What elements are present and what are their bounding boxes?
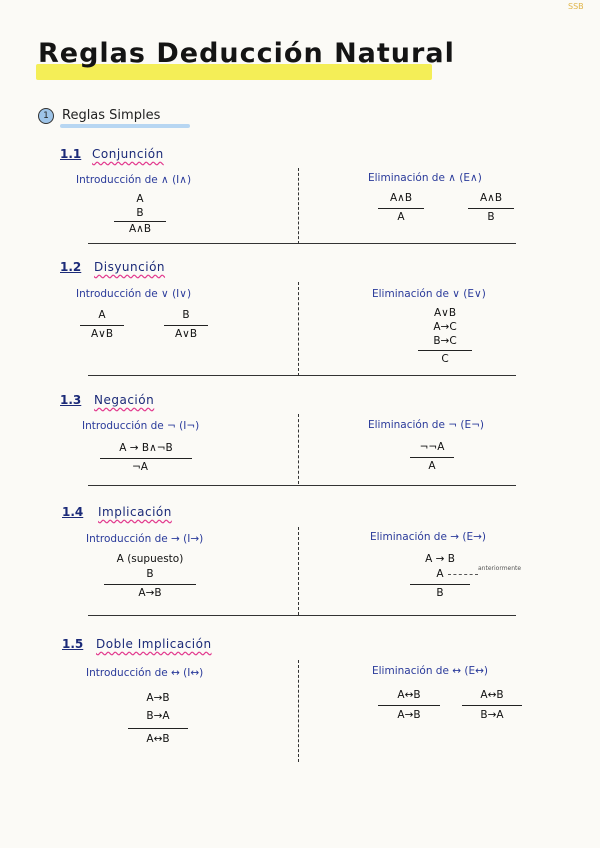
column-divider bbox=[298, 168, 299, 244]
premise: A↔B bbox=[480, 689, 504, 701]
premise: A bbox=[436, 568, 444, 580]
rule-separator bbox=[88, 243, 516, 244]
premise: A bbox=[98, 309, 106, 321]
section-underline bbox=[60, 124, 190, 128]
corner-mark: SSB bbox=[568, 2, 584, 11]
conclusion: B→A bbox=[480, 709, 504, 721]
rule-title: Disyunción bbox=[94, 260, 166, 274]
premise: A bbox=[136, 193, 144, 205]
intro-label: Introducción de ↔ (I↔) bbox=[86, 667, 204, 679]
premise: A∧B bbox=[479, 192, 503, 204]
rule-number: 1.1 bbox=[60, 147, 82, 161]
rule-title: Doble Implicación bbox=[96, 637, 212, 651]
premise: A∧B bbox=[389, 192, 413, 204]
conclusion: A∨B bbox=[90, 328, 114, 340]
premise: A→B bbox=[146, 692, 170, 704]
intro-label: Introducción de ¬ (I¬) bbox=[82, 420, 200, 432]
conclusion: A↔B bbox=[146, 733, 170, 745]
inference-line bbox=[418, 350, 472, 351]
inference-line bbox=[378, 705, 440, 706]
conclusion: A∨B bbox=[174, 328, 198, 340]
rule-title: Implicación bbox=[98, 505, 172, 519]
rule-title: Conjunción bbox=[92, 147, 164, 161]
premise: B→A bbox=[146, 710, 170, 722]
intro-label: Introducción de ∨ (I∨) bbox=[76, 288, 192, 300]
premise: A∨B bbox=[433, 307, 457, 319]
rule-separator bbox=[88, 485, 516, 486]
conclusion: ¬A bbox=[132, 461, 148, 473]
column-divider bbox=[298, 414, 299, 484]
intro-label: Introducción de → (I→) bbox=[86, 533, 204, 545]
premise: A→C bbox=[433, 321, 457, 333]
conclusion: A bbox=[428, 460, 436, 472]
rule-number: 1.5 bbox=[62, 637, 84, 651]
premise: B bbox=[146, 568, 154, 580]
section-title: Reglas Simples bbox=[62, 108, 161, 123]
rule-number: 1.4 bbox=[62, 505, 84, 519]
conclusion: B bbox=[487, 211, 495, 223]
premise: A → B bbox=[425, 553, 455, 565]
page-title: Reglas Deducción Natural bbox=[38, 38, 455, 69]
inference-line bbox=[468, 208, 514, 209]
inference-line bbox=[114, 221, 166, 222]
inference-line bbox=[128, 728, 188, 729]
note-pointer bbox=[448, 574, 478, 575]
conclusion: A→B bbox=[397, 709, 421, 721]
rule-separator bbox=[88, 375, 516, 376]
inference-line bbox=[100, 458, 192, 459]
conclusion: A→B bbox=[138, 587, 162, 599]
elim-label: Eliminación de ∨ (E∨) bbox=[372, 288, 486, 300]
column-divider bbox=[298, 527, 299, 615]
rule-title: Negación bbox=[94, 393, 155, 407]
inference-line bbox=[410, 584, 470, 585]
premise: B→C bbox=[433, 335, 457, 347]
intro-label: Introducción de ∧ (I∧) bbox=[76, 174, 192, 186]
inference-line bbox=[104, 584, 196, 585]
inference-line bbox=[378, 208, 424, 209]
inference-line bbox=[410, 457, 454, 458]
elim-label: Eliminación de ¬ (E¬) bbox=[368, 419, 485, 431]
premise: B bbox=[136, 207, 144, 219]
conclusion: A∧B bbox=[128, 223, 152, 235]
elim-label: Eliminación de → (E→) bbox=[370, 531, 487, 543]
section-number-badge: 1 bbox=[38, 108, 54, 124]
column-divider bbox=[298, 660, 299, 762]
premise: ¬¬A bbox=[419, 441, 445, 453]
rule-separator bbox=[88, 615, 516, 616]
elim-label: Eliminación de ∧ (E∧) bbox=[368, 172, 482, 184]
premise: A (supuesto) bbox=[116, 553, 184, 565]
elim-label: Eliminación de ↔ (E↔) bbox=[372, 665, 489, 677]
inference-line bbox=[164, 325, 208, 326]
inference-line bbox=[462, 705, 522, 706]
premise: A → B∧¬B bbox=[119, 442, 173, 454]
rule-number: 1.2 bbox=[60, 260, 82, 274]
side-note: anteriormente bbox=[478, 565, 522, 572]
premise: A↔B bbox=[397, 689, 421, 701]
conclusion: C bbox=[441, 353, 449, 365]
conclusion: A bbox=[397, 211, 405, 223]
rule-number: 1.3 bbox=[60, 393, 82, 407]
column-divider bbox=[298, 282, 299, 376]
conclusion: B bbox=[436, 587, 444, 599]
premise: B bbox=[182, 309, 190, 321]
inference-line bbox=[80, 325, 124, 326]
